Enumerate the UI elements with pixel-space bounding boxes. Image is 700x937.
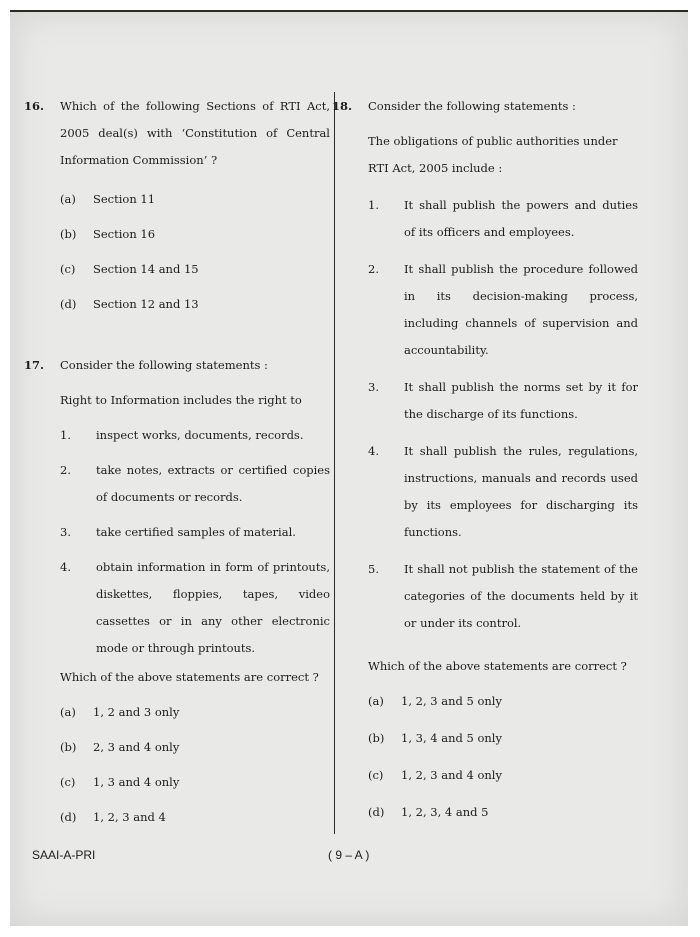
q18-question: Which of the above statements are correct ? [368,659,627,673]
right-column [332,93,638,836]
option-a[interactable] [60,186,330,221]
statement-text: It shall publish the procedure followed in its decision-making process, including channels of supervision and accountability. [404,262,638,357]
statement-text: It shall not publish the statement of the categories of the documents held by it or under its control. [404,562,638,630]
q17-statements [24,422,330,662]
option-text: 1, 3, 4 and 5 only [401,731,502,745]
option-a[interactable] [368,688,638,725]
question-16 [24,93,330,174]
statement-3 [60,519,330,546]
q17-options [60,699,330,839]
statement-1 [368,192,638,246]
statement-2 [60,457,330,511]
statement-3 [368,374,638,428]
statement-5 [368,556,638,637]
option-text: Section 11 [93,192,156,206]
statement-text: inspect works, documents, records. [96,428,304,442]
q17-question: Which of the above statements are correct ? [60,670,319,684]
question-18 [332,93,638,120]
option-b[interactable] [60,221,330,256]
statement-text: take certified samples of material. [96,525,296,539]
left-column [24,93,330,839]
question-17 [24,352,330,379]
q18-options [368,688,638,836]
statement-text: It shall publish the powers and duties of its officers and employees. [404,198,638,239]
statement-number: 2. [368,262,379,276]
statement-number: 1. [60,428,71,442]
exam-page [10,10,688,926]
option-label: (b) [60,740,77,754]
option-label: (a) [60,192,76,206]
option-label: (c) [60,262,76,276]
statement-2 [368,256,638,364]
option-text: 1, 2, 3 and 5 only [401,694,502,708]
option-c[interactable] [368,762,638,799]
statement-text: It shall publish the norms set by it for the discharge of its functions. [404,380,638,421]
question-text: Which of the following Sections of RTI Act, 2005 deal(s) with ‘Constitution of Central Information Commission’ ? [60,99,330,167]
question-intro: Consider the following statements : [60,358,268,372]
question-number: 16. [24,99,45,113]
option-d[interactable] [60,804,330,839]
statement-number: 4. [60,560,71,574]
paper-code: SAAI-A-PRI [32,848,96,862]
q18-statements [332,192,638,637]
page-number: ( 9 – A ) [328,848,370,862]
q18-lead: The obligations of public authorities under RTI Act, 2005 include : [368,134,618,175]
top-rule [10,10,688,12]
option-label: (c) [60,775,76,789]
option-text: 1, 3 and 4 only [93,775,180,789]
q16-options [60,186,330,326]
statement-text: It shall publish the rules, regulations, instructions, manuals and records used by its employees for discharging its functions. [404,444,638,539]
option-label: (b) [60,227,77,241]
option-label: (d) [60,810,77,824]
option-text: Section 14 and 15 [93,262,199,276]
option-text: 2, 3 and 4 only [93,740,180,754]
question-number: 17. [24,358,45,372]
statement-number: 1. [368,198,379,212]
option-c[interactable] [60,769,330,804]
option-text: 1, 2, 3, 4 and 5 [401,805,489,819]
option-label: (d) [60,297,77,311]
question-intro: Consider the following statements : [368,99,576,113]
statement-4 [368,438,638,546]
option-label: (a) [60,705,76,719]
statement-text: take notes, extracts or certified copies of documents or records. [96,463,330,504]
statement-text: obtain information in form of printouts, diskettes, floppies, tapes, video cassettes or in any other electronic mode or through printouts. [96,560,330,655]
q17-lead: Right to Information includes the right to [60,393,302,407]
statement-number: 3. [368,380,379,394]
option-label: (a) [368,694,384,708]
option-text: 1, 2 and 3 only [93,705,180,719]
statement-number: 4. [368,444,379,458]
statement-number: 5. [368,562,379,576]
option-label: (c) [368,768,384,782]
option-text: Section 12 and 13 [93,297,199,311]
option-d[interactable] [60,291,330,326]
option-text: 1, 2, 3 and 4 only [401,768,502,782]
option-b[interactable] [368,725,638,762]
statement-number: 3. [60,525,71,539]
option-b[interactable] [60,734,330,769]
statement-number: 2. [60,463,71,477]
option-text: 1, 2, 3 and 4 [93,810,166,824]
option-label: (b) [368,731,385,745]
option-label: (d) [368,805,385,819]
question-number: 18. [332,99,353,113]
option-text: Section 16 [93,227,156,241]
statement-4 [60,554,330,662]
option-d[interactable] [368,799,638,836]
option-c[interactable] [60,256,330,291]
statement-1 [60,422,330,449]
option-a[interactable] [60,699,330,734]
